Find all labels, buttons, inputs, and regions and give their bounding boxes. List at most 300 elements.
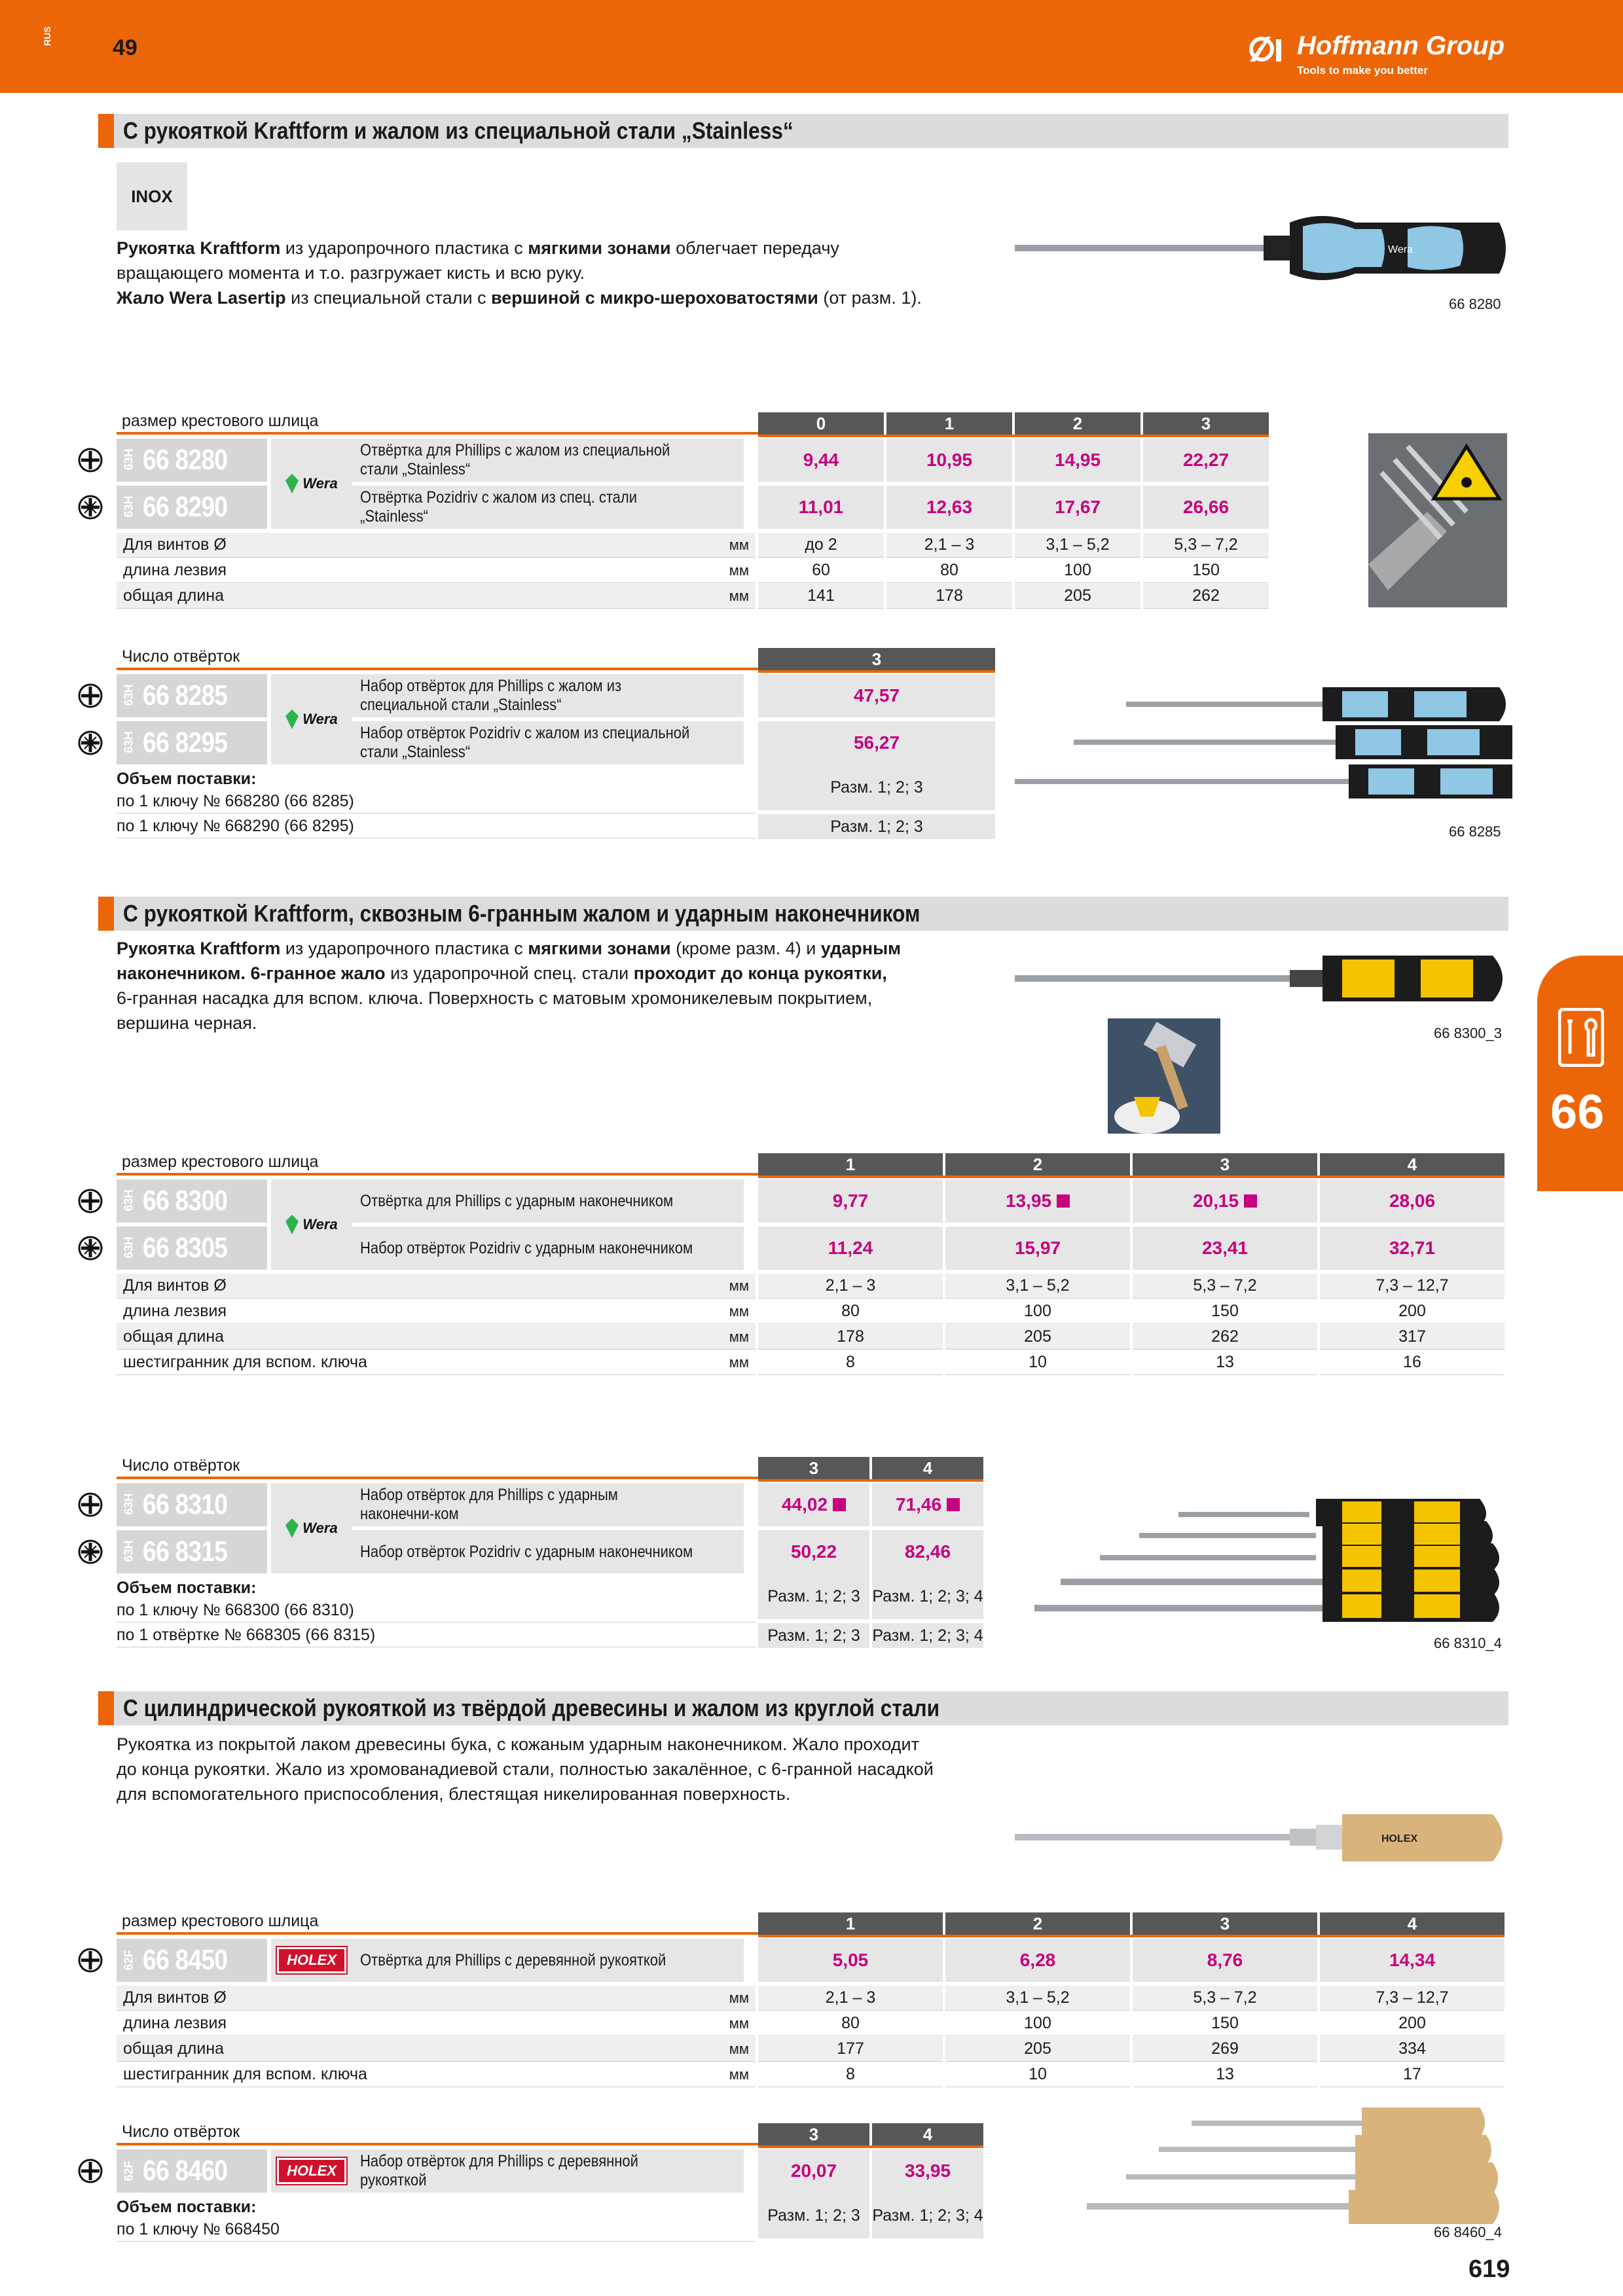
size-header-cell: 1: [886, 412, 1012, 435]
price-value[interactable]: 28,06: [1389, 1191, 1436, 1211]
price-value[interactable]: 9,77: [832, 1191, 869, 1211]
section-title-bar: [98, 114, 1508, 148]
screwdriver-set-image: [1015, 674, 1512, 818]
table-header-label: размер крестового шлица: [117, 1912, 758, 1935]
header-underline: [758, 2145, 983, 2148]
price-value[interactable]: 14,95: [1054, 450, 1101, 470]
brand-cell: [271, 439, 352, 529]
price-cell[interactable]: [758, 486, 884, 529]
tools-icon: [1558, 1008, 1604, 1067]
item-number[interactable]: 66 8315: [143, 1535, 228, 1568]
product-name: [352, 1179, 744, 1223]
attribute-value: 10: [945, 2062, 1130, 2087]
description-text: наконечником.: [117, 963, 246, 983]
image-caption: 66 8310_4: [1434, 1635, 1502, 1651]
description-text: Рукоятка Kraftform: [117, 238, 281, 258]
product-name: [352, 1483, 744, 1526]
attribute-value: 80: [758, 2011, 943, 2036]
price-value[interactable]: 9,44: [803, 450, 839, 470]
price-cell[interactable]: [1133, 1227, 1317, 1270]
price-value[interactable]: 20,15: [1192, 1191, 1239, 1211]
price-cell[interactable]: [872, 2149, 983, 2193]
description-text: для вспомогательного приспособления, блестящая никелированная поверхность.: [117, 1784, 791, 1804]
product-name-text: Набор отвёрток Pozidriv с ударным наконечником: [360, 1542, 693, 1561]
chapter-number: 66: [1550, 1085, 1605, 1139]
brand-cell: [271, 674, 352, 764]
item-number[interactable]: 66 8280: [143, 444, 228, 476]
attribute-value: 200: [1320, 1299, 1504, 1324]
description-line: [117, 1011, 901, 1035]
group-code: 63H: [122, 495, 136, 517]
description-text: из ударопрочного пластика с: [280, 939, 528, 958]
description-text: мягкими зонами: [528, 939, 671, 958]
price-cell[interactable]: [758, 439, 884, 482]
wera-logo: [285, 474, 337, 493]
price-value[interactable]: 12,63: [926, 497, 973, 517]
attribute-unit: мм: [686, 533, 754, 558]
item-number-box[interactable]: [117, 1939, 267, 1982]
brand-cell: [271, 1483, 352, 1573]
price-cell[interactable]: [758, 674, 995, 717]
description-text: Рукоятка Kraftform: [117, 939, 281, 958]
price-cell[interactable]: [758, 1483, 869, 1526]
description-line: [117, 936, 901, 961]
group-code: 63H: [122, 1539, 136, 1562]
phillips-icon: [77, 683, 103, 709]
screwdriver-image: [1015, 196, 1512, 288]
image-caption: 66 8280: [1449, 296, 1501, 312]
wera-mark-icon: [285, 1518, 299, 1538]
attribute-value: 100: [1015, 558, 1140, 583]
section-title: С цилиндрической рукояткой из твёрдой древесины и жалом из круглой стали: [123, 1695, 940, 1721]
table-header-label: размер крестового шлица: [117, 1153, 758, 1175]
price-cell[interactable]: [758, 1530, 869, 1573]
item-number-box[interactable]: [117, 1179, 267, 1223]
attribute-value: 100: [945, 1299, 1130, 1324]
item-number[interactable]: 66 8305: [143, 1232, 228, 1264]
product-name: [352, 1227, 744, 1270]
attribute-label: общая длина: [117, 1325, 756, 1350]
new-price-marker: [1244, 1194, 1257, 1208]
phillips-icon: [77, 1492, 103, 1518]
price-value[interactable]: 26,66: [1182, 497, 1230, 517]
price-value[interactable]: 17,67: [1054, 497, 1101, 517]
price-cell[interactable]: [945, 1179, 1130, 1223]
price-value[interactable]: 13,95: [1005, 1191, 1052, 1211]
header-underline: [758, 1175, 1504, 1178]
table-header-label: Число отвёрток: [117, 2123, 758, 2145]
item-number-box[interactable]: [117, 1227, 267, 1270]
size-header-cell: 1: [758, 1912, 943, 1935]
group-code: 63H: [122, 448, 136, 470]
description-line: [117, 236, 922, 260]
price-cell[interactable]: [1320, 1939, 1504, 1982]
description-line: [117, 1757, 934, 1782]
pozidriv-icon: [77, 1235, 103, 1261]
price-cell[interactable]: [1320, 1227, 1504, 1270]
product-name-text: Набор отвёрток для Phillips с деревянной рукояткой: [360, 2152, 638, 2189]
description-text: [246, 963, 251, 983]
price-cell[interactable]: [758, 1179, 943, 1223]
description-text: 6-гранное жало: [250, 963, 386, 983]
section-accent: [98, 897, 114, 931]
item-number-box[interactable]: [117, 439, 267, 482]
section-description: [117, 936, 901, 1035]
attribute-value: 8: [758, 2062, 943, 2087]
price-cell[interactable]: [886, 486, 1012, 529]
attribute-value: 205: [945, 2037, 1130, 2062]
wera-mark-icon: [285, 1215, 299, 1234]
attribute-label: Для винтов Ø: [117, 533, 756, 558]
attribute-value: 13: [1133, 1350, 1317, 1375]
product-name: [352, 486, 744, 529]
table-header-label: размер крестового шлица: [117, 412, 758, 435]
section-title-bar: [98, 897, 1508, 931]
wera-logo: [285, 709, 337, 729]
image-caption: 66 8285: [1449, 823, 1501, 840]
price-value[interactable]: 33,95: [904, 2161, 951, 2181]
item-number-box[interactable]: [117, 1530, 267, 1573]
price-value[interactable]: 20,07: [790, 2161, 837, 2181]
section-description: [117, 236, 922, 310]
section-title: С рукояткой Kraftform, сквозным 6-гранным жалом и ударным наконечником: [123, 900, 921, 927]
price-value[interactable]: 6,28: [1019, 1950, 1056, 1970]
wera-name: Wera: [302, 1520, 338, 1536]
hammer-image: [1108, 1018, 1220, 1134]
price-cell[interactable]: [1133, 1179, 1317, 1223]
new-price-marker: [1057, 1194, 1070, 1208]
hoffmann-logo-icon: [1247, 33, 1290, 65]
size-header-cell: 2: [1015, 412, 1140, 435]
price-value[interactable]: 47,57: [853, 685, 900, 706]
attribute-value: 10: [945, 1350, 1130, 1375]
attribute-value: 178: [758, 1325, 943, 1350]
price-cell[interactable]: [1143, 439, 1269, 482]
item-number-box[interactable]: [117, 2149, 267, 2193]
attribute-value: 262: [1133, 1325, 1317, 1350]
new-price-marker: [947, 1498, 960, 1511]
description-text: до конца рукоятки. Жало из хромованадиевой стали, полностью закалённое, с 6-гранной насадкой: [117, 1759, 934, 1779]
group-code: 63H: [122, 1189, 136, 1211]
price-cell[interactable]: [1015, 439, 1140, 482]
attribute-unit: мм: [686, 1299, 754, 1324]
attribute-value: 200: [1320, 2011, 1504, 2036]
attribute-value: 317: [1320, 1325, 1504, 1350]
attribute-value: 178: [886, 584, 1012, 609]
attribute-value: 150: [1133, 1299, 1317, 1324]
product-name: [352, 439, 744, 482]
section-accent: [98, 114, 114, 148]
attribute-label: общая длина: [117, 584, 756, 609]
inox-badge: INOX: [117, 162, 187, 230]
group-code: 63H: [122, 683, 136, 706]
header-underline: [758, 1935, 1504, 1937]
wera-logo: [285, 1215, 337, 1234]
pozidriv-icon: [77, 494, 103, 520]
price-cell[interactable]: [1015, 486, 1140, 529]
scope-label: по 1 ключу № 668450: [117, 2217, 756, 2242]
scope-value: Разм. 1; 2; 3: [758, 2193, 869, 2238]
scope-label: по 1 ключу № 668290 (66 8295): [117, 814, 756, 838]
section-description: [117, 1732, 934, 1806]
attribute-value: 150: [1133, 2011, 1317, 2036]
price-value[interactable]: 32,71: [1389, 1238, 1436, 1258]
description-text: мягкими зонами: [528, 238, 671, 258]
attribute-unit: мм: [686, 2037, 754, 2062]
group-code: 62F: [122, 1949, 136, 1970]
product-name-text: Отвёртка для Phillips с ударным наконечником: [360, 1191, 674, 1210]
description-text: Жало Wera Lasertip: [117, 288, 286, 308]
brand-logo: [1247, 27, 1522, 81]
price-cell[interactable]: [1320, 1179, 1504, 1223]
price-value[interactable]: 8,76: [1207, 1950, 1243, 1970]
attribute-value: 3,1 – 5,2: [945, 1274, 1130, 1299]
group-code: 62F: [122, 2160, 136, 2181]
product-name: [352, 1530, 744, 1573]
size-header-cell: 4: [872, 2123, 983, 2145]
wera-name: Wera: [302, 711, 338, 727]
description-text: проходит до конца рукоятки,: [633, 963, 887, 983]
description-line: [117, 961, 901, 986]
header-underline: [758, 670, 995, 673]
price-value[interactable]: 71,46: [895, 1494, 942, 1515]
scope-value: Разм. 1; 2; 3; 4: [872, 1573, 983, 1619]
item-number-box[interactable]: [117, 721, 267, 764]
section-accent: [98, 1691, 114, 1725]
price-cell[interactable]: [945, 1227, 1130, 1270]
price-cell[interactable]: [886, 439, 1012, 482]
svg-text:HOLEX: HOLEX: [1381, 1833, 1418, 1844]
item-number[interactable]: 66 8295: [143, 726, 228, 759]
attribute-value: 2,1 – 3: [758, 1986, 943, 2011]
group-code: 63H: [122, 1492, 136, 1515]
scope-value: Разм. 1; 2; 3: [758, 764, 995, 810]
scope-value: Разм. 1; 2; 3: [758, 1623, 869, 1648]
size-header-cell: 2: [945, 1153, 1130, 1175]
attribute-label: длина лезвия: [117, 2011, 756, 2036]
section-page-number: 49: [113, 35, 137, 60]
price-cell[interactable]: [758, 1227, 943, 1270]
price-cell[interactable]: [758, 2149, 869, 2193]
phillips-icon: [77, 1947, 103, 1973]
product-name: [352, 2149, 744, 2193]
attribute-unit: мм: [686, 1986, 754, 2011]
attribute-value: 334: [1320, 2037, 1504, 2062]
phillips-icon: [77, 1188, 103, 1214]
price-cell[interactable]: [945, 1939, 1130, 1982]
phillips-icon: [77, 2158, 103, 2184]
price-value[interactable]: 82,46: [904, 1541, 951, 1562]
attribute-value: 5,3 – 7,2: [1143, 533, 1269, 558]
size-header-cell: 2: [945, 1912, 1130, 1935]
description-line: [117, 285, 922, 310]
attribute-value: 141: [758, 584, 884, 609]
product-name-text: Отвёртка для Phillips с жалом из специальной стали „Stainless“: [360, 441, 670, 478]
size-header-cell: 4: [1320, 1153, 1504, 1175]
chapter-tab: [1537, 956, 1623, 1191]
price-value[interactable]: 5,05: [832, 1950, 869, 1970]
attribute-value: 150: [1143, 558, 1269, 583]
size-header-cell: 3: [758, 648, 995, 670]
item-number-box[interactable]: [117, 486, 267, 529]
description-text: облегчает передачу: [670, 238, 839, 258]
attribute-label: длина лезвия: [117, 1299, 756, 1324]
size-header-cell: 0: [758, 412, 884, 435]
wera-mark-icon: [285, 474, 299, 493]
price-value[interactable]: 23,41: [1201, 1238, 1249, 1258]
price-value[interactable]: 11,01: [798, 497, 844, 517]
description-text: из ударопрочной спец. стали: [385, 963, 634, 983]
price-cell[interactable]: [1143, 486, 1269, 529]
item-number[interactable]: 66 8460: [143, 2155, 228, 2187]
price-cell[interactable]: [872, 1530, 983, 1573]
scope-title: Объем поставки:: [117, 1579, 257, 1597]
new-price-marker: [833, 1498, 846, 1511]
header-underline: [758, 435, 1269, 437]
size-header-cell: 3: [758, 2123, 869, 2145]
description-text: вершиной с микро-шероховатостями: [491, 288, 818, 308]
attribute-label: шестигранник для вспом. ключа: [117, 2062, 756, 2087]
size-header-cell: 4: [872, 1457, 983, 1479]
attribute-unit: мм: [686, 558, 754, 583]
attribute-value: 205: [945, 1325, 1130, 1350]
price-value[interactable]: 56,27: [853, 732, 900, 753]
phillips-icon: [77, 447, 103, 473]
description-text: из ударопрочного пластика с: [280, 238, 528, 258]
description-line: [117, 986, 901, 1011]
description-text: вращающего момента и т.о. разгружает кисть и всю руку.: [117, 263, 585, 283]
attribute-value: 3,1 – 5,2: [945, 1986, 1130, 2011]
scope-value: Разм. 1; 2; 3: [758, 1573, 869, 1619]
description-text: ударным: [820, 939, 902, 958]
description-text: (кроме разм. 4) и: [670, 939, 821, 958]
laser-tip-image: [1368, 433, 1507, 607]
brand-cell: [271, 2149, 352, 2193]
price-value[interactable]: 11,24: [828, 1238, 873, 1258]
table-header-label: Число отвёрток: [117, 648, 758, 670]
price-value[interactable]: 44,02: [781, 1494, 828, 1515]
price-cell[interactable]: [1133, 1939, 1317, 1982]
attribute-unit: мм: [686, 1274, 754, 1299]
item-number[interactable]: 66 8450: [143, 1944, 228, 1976]
size-header-cell: 1: [758, 1153, 943, 1175]
attribute-value: 80: [886, 558, 1012, 583]
description-text: (от разм. 1).: [818, 288, 922, 308]
attribute-unit: мм: [686, 2011, 754, 2036]
header-underline: [758, 1479, 983, 1482]
size-header-cell: 3: [1133, 1153, 1317, 1175]
pozidriv-icon: [77, 1539, 103, 1565]
impact-set-image: [1034, 1492, 1506, 1630]
attribute-value: 100: [945, 2011, 1130, 2036]
wooden-screwdriver-image: [1015, 1810, 1512, 1865]
section-title: С рукояткой Kraftform и жалом из специальной стали „Stainless“: [123, 117, 793, 144]
image-caption: 66 8460_4: [1434, 2224, 1502, 2240]
price-value[interactable]: 15,97: [1014, 1238, 1061, 1258]
attribute-value: 8: [758, 1350, 943, 1375]
attribute-value: 177: [758, 2037, 943, 2062]
scope-title: Объем поставки:: [117, 770, 257, 788]
product-name-text: Набор отвёрток Pozidriv с ударным наконечником: [360, 1238, 693, 1257]
scope-label: по 1 ключу № 668280 (66 8285): [117, 789, 756, 814]
attribute-value: 269: [1133, 2037, 1317, 2062]
attribute-unit: мм: [686, 584, 754, 609]
holex-logo: HOLEX: [277, 2158, 346, 2184]
description-line: [117, 1732, 934, 1757]
attribute-label: общая длина: [117, 2037, 756, 2062]
holex-logo: HOLEX: [277, 1947, 346, 1973]
table-header-label: Число отвёрток: [117, 1457, 758, 1479]
wera-name: Wera: [302, 475, 338, 492]
attribute-label: длина лезвия: [117, 558, 756, 583]
description-text: Рукоятка из покрытой лаком древесины бука, с кожаным ударным наконечником. Жало проходит: [117, 1734, 919, 1754]
attribute-value: 2,1 – 3: [886, 533, 1012, 558]
page-number: 619: [1468, 2255, 1510, 2283]
description-text: 6-гранная насадка для вспом. ключа. Поверхность с матовым хромоникелевым покрытием,: [117, 988, 873, 1008]
scope-label: по 1 ключу № 668300 (66 8310): [117, 1598, 756, 1623]
attribute-value: 7,3 – 12,7: [1320, 1986, 1504, 2011]
product-name: [352, 1939, 744, 1982]
attribute-value: 262: [1143, 584, 1269, 609]
price-cell[interactable]: [872, 1483, 983, 1526]
attribute-label: шестигранник для вспом. ключа: [117, 1350, 756, 1375]
attribute-value: 60: [758, 558, 884, 583]
impact-screwdriver-image: [1015, 942, 1512, 1014]
price-cell[interactable]: [758, 721, 995, 764]
product-name: [352, 674, 744, 717]
attribute-value: 5,3 – 7,2: [1133, 1274, 1317, 1299]
price-value[interactable]: 10,95: [926, 450, 973, 470]
attribute-value: 13: [1133, 2062, 1317, 2087]
price-value[interactable]: 14,34: [1389, 1950, 1436, 1970]
description-line: [117, 1782, 934, 1806]
attribute-label: Для винтов Ø: [117, 1986, 756, 2011]
attribute-value: 80: [758, 1299, 943, 1324]
description-text: из специальной стали с: [285, 288, 492, 308]
item-number-box[interactable]: [117, 674, 267, 717]
attribute-value: 7,3 – 12,7: [1320, 1274, 1504, 1299]
item-number-box[interactable]: [117, 1483, 267, 1526]
item-number[interactable]: 66 8285: [143, 679, 228, 711]
brand-name: Hoffmann Group: [1297, 31, 1505, 60]
price-value[interactable]: 50,22: [790, 1541, 837, 1562]
scope-value: Разм. 1; 2; 3: [758, 814, 995, 839]
product-name-text: Набор отвёрток для Phillips с жалом из специальной стали „Stainless“: [360, 677, 622, 714]
attribute-value: 5,3 – 7,2: [1133, 1986, 1317, 2011]
language-code: RUS: [42, 26, 52, 46]
section-title-bar: [98, 1691, 1508, 1725]
item-number[interactable]: 66 8310: [143, 1488, 228, 1520]
item-number[interactable]: 66 8290: [143, 491, 228, 523]
svg-text:Wera: Wera: [1388, 244, 1413, 255]
group-code: 63H: [122, 730, 136, 753]
item-number[interactable]: 66 8300: [143, 1185, 228, 1217]
price-cell[interactable]: [758, 1939, 943, 1982]
wera-logo: [285, 1518, 337, 1538]
attribute-value: до 2: [758, 533, 884, 558]
attribute-unit: мм: [686, 1325, 754, 1350]
price-value[interactable]: 22,27: [1182, 450, 1230, 470]
scope-label: по 1 отвёртке № 668305 (66 8315): [117, 1623, 756, 1647]
size-header-cell: 3: [1143, 412, 1269, 435]
pozidriv-icon: [77, 730, 103, 756]
image-caption: 66 8300_3: [1434, 1025, 1502, 1041]
description-text: вершина черная.: [117, 1013, 257, 1033]
product-name-text: Отвёртка для Phillips с деревянной рукояткой: [360, 1950, 666, 1969]
product-name-text: Набор отвёрток для Phillips с ударным наконечни-ком: [360, 1486, 618, 1523]
product-name-text: Отвёртка Pozidriv с жалом из спец. стали „Stainless“: [360, 488, 638, 526]
attribute-value: 17: [1320, 2062, 1504, 2087]
